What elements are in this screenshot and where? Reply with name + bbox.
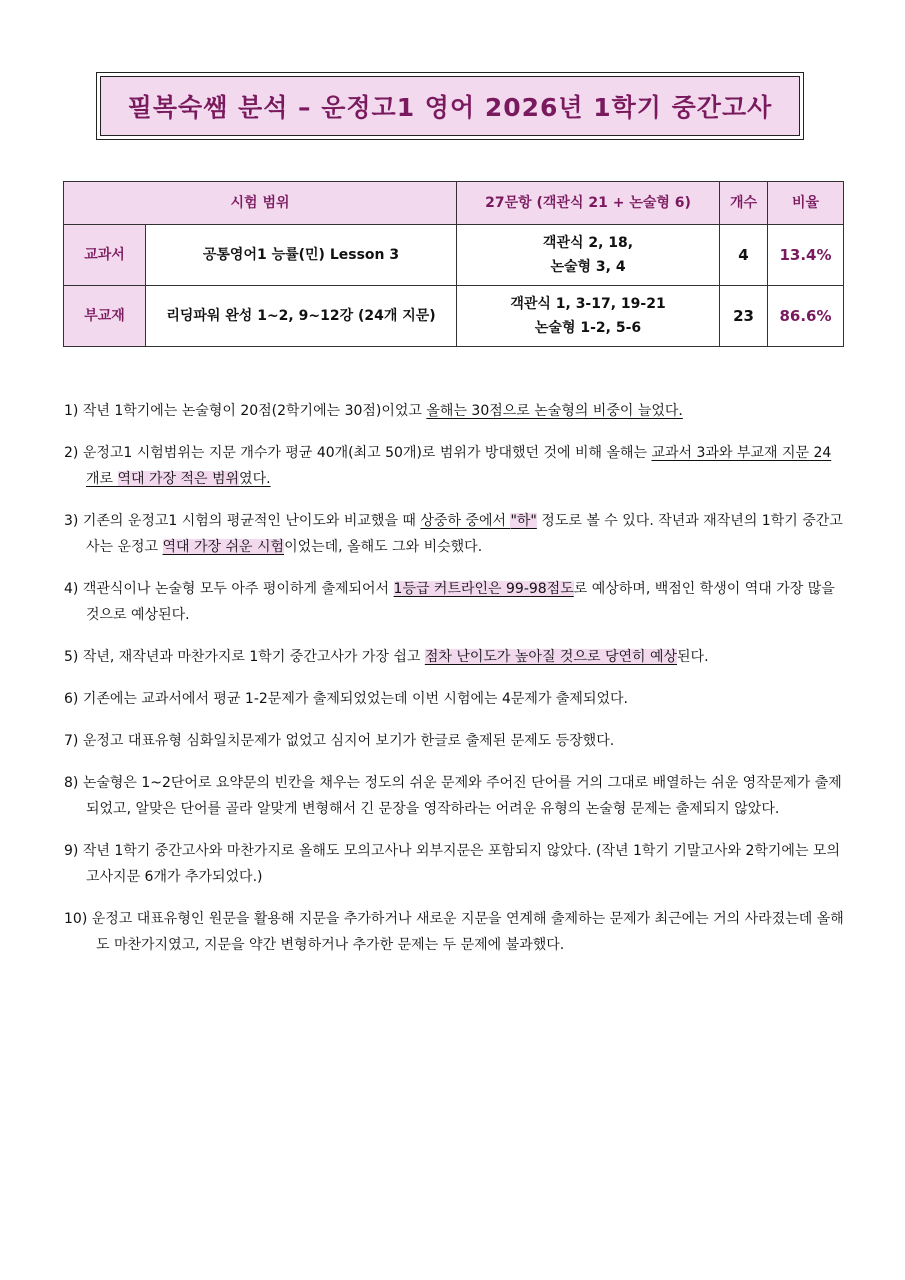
note-underline: 였다. xyxy=(239,471,271,487)
note-7: 7) 운정고 대표유형 심화일치문제가 없었고 심지어 보기가 한글로 출제된 문제도 등장했다. xyxy=(64,733,615,749)
row-ratio: 86.6% xyxy=(768,286,844,347)
analysis-notes xyxy=(64,398,844,958)
exam-scope-table xyxy=(63,181,844,347)
note-text: 정도로 볼 수 있다. 작년과 재작년의 1학기 중간고사는 운정고 xyxy=(86,513,843,555)
row-count: 4 xyxy=(720,225,768,286)
row-ratio: 13.4% xyxy=(768,225,844,286)
table-row xyxy=(64,286,844,347)
note-text: 이었는데, 올해도 그와 비슷했다. xyxy=(284,539,483,555)
note-highlight: "하" xyxy=(510,513,537,529)
note-text: 1) 작년 1학기에는 논술형이 20점(2학기에는 30점)이었고 xyxy=(64,403,427,419)
row-category: 부교재 xyxy=(64,286,146,347)
table-header-row xyxy=(64,182,844,225)
row-scope: 리딩파워 완성 1~2, 9~12강 (24개 지문) xyxy=(146,286,457,347)
row-questions xyxy=(457,225,720,286)
note-text: 4) 객관식이나 논술형 모두 아주 평이하게 출제되어서 xyxy=(64,581,394,597)
note-6: 6) 기존에는 교과서에서 평균 1-2문제가 출제되었었는데 이번 시험에는 4문제가 출제되었다. xyxy=(64,691,628,707)
header-scope: 시험 범위 xyxy=(64,182,457,225)
note-highlight: 역대 가장 적은 범위 xyxy=(117,471,240,487)
note-highlight: 역대 가장 쉬운 시험 xyxy=(162,539,285,555)
note-4 xyxy=(64,576,844,628)
note-9: 9) 작년 1학기 중간고사와 마찬가지로 올해도 모의고사나 외부지문은 포함되지 않았다. (작년 1학기 기말고사와 2학기에는 모의고사지문 6개가 추가되었다.) xyxy=(64,843,840,885)
note-text: 5) 작년, 재작년과 마찬가지로 1학기 중간고사가 가장 쉽고 xyxy=(64,649,425,665)
row-questions-line1: 객관식 2, 18, xyxy=(542,235,634,251)
title-box xyxy=(96,72,804,140)
note-underline: 올해는 30점으로 논술형의 비중이 늘었다. xyxy=(426,403,683,419)
note-underline: 교과서 3과와 부교재 지문 24개로 xyxy=(86,445,832,487)
header-questions: 27문항 (객관식 21 + 논술형 6) xyxy=(457,182,720,225)
row-questions-line2: 논술형 3, 4 xyxy=(550,259,626,275)
note-text: 3) 기존의 운정고1 시험의 평균적인 난이도와 비교했을 때 xyxy=(64,513,421,529)
note-8: 8) 논술형은 1~2단어로 요약문의 빈칸을 채우는 정도의 쉬운 문제와 주어진 단어를 거의 그대로 배열하는 쉬운 영작문제가 출제되었고, 알맞은 단어를 골라 알맞게 변형해서 긴 문장을 영작하라는 어려운 유형의 논술형 문제는 출제되지 않았다. xyxy=(64,775,842,817)
row-scope: 공통영어1 능률(민) Lesson 3 xyxy=(146,225,457,286)
header-count: 개수 xyxy=(720,182,768,225)
note-3 xyxy=(64,508,844,560)
note-1 xyxy=(64,398,844,424)
note-5 xyxy=(64,644,844,670)
note-text: 로 예상하며, 백점인 학생이 역대 가장 많을 것으로 예상된다. xyxy=(86,581,835,623)
note-2 xyxy=(64,440,844,492)
row-questions-line1: 객관식 1, 3-17, 19-21 xyxy=(510,296,666,312)
row-category: 교과서 xyxy=(64,225,146,286)
table-row xyxy=(64,225,844,286)
note-text: 2) 운정고1 시험범위는 지문 개수가 평균 40개(최고 50개)로 범위가 방대했던 것에 비해 올해는 xyxy=(64,445,652,461)
note-10: 10) 운정고 대표유형인 원문을 활용해 지문을 추가하거나 새로운 지문을 연계해 출제하는 문제가 최근에는 거의 사라졌는데 올해도 마찬가지였고, 지문을 약간 변형하거나 추가한 문제는 두 문제에 불과했다. xyxy=(64,911,844,953)
note-highlight: 점차 난이도가 높아질 것으로 당연히 예상 xyxy=(424,649,678,665)
header-ratio: 비율 xyxy=(768,182,844,225)
page-title: 필복숙쌤 분석 – 운정고1 영어 2026년 1학기 중간고사 xyxy=(100,76,800,136)
note-highlight: 1등급 커트라인은 99-98점도 xyxy=(393,581,574,597)
note-text: 된다. xyxy=(677,649,709,665)
row-questions-line2: 논술형 1-2, 5-6 xyxy=(534,320,642,336)
note-underline: 상중하 중에서 xyxy=(420,513,511,529)
row-count: 23 xyxy=(720,286,768,347)
row-questions xyxy=(457,286,720,347)
